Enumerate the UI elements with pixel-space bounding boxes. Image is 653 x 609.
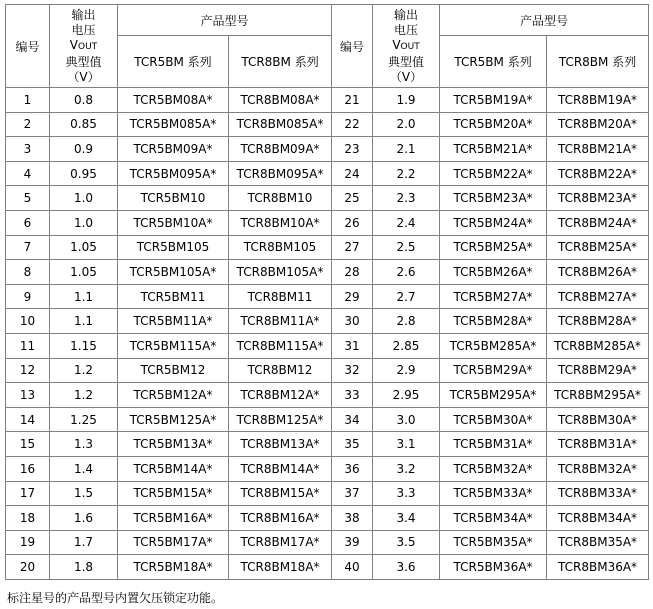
index-header-right: 编号 [332, 5, 373, 88]
tcr8bm-model-cell: TCR8BM32A* [547, 456, 649, 481]
tcr5bm-model-cell: TCR5BM11A* [118, 309, 229, 334]
row-number-cell: 27 [332, 235, 373, 260]
tcr8bm-model-cell: TCR8BM10 [229, 186, 332, 211]
tcr8bm-model-cell: TCR8BM21A* [547, 137, 649, 162]
vout-cell: 1.4 [50, 456, 118, 481]
table-row [6, 481, 649, 506]
vout-header-left [50, 5, 118, 88]
tcr8bm-model-cell: TCR8BM23A* [547, 186, 649, 211]
tcr5bm-model-cell: TCR5BM09A* [118, 137, 229, 162]
vout-cell: 3.1 [373, 432, 440, 457]
tcr5bm-model-cell: TCR5BM18A* [118, 555, 229, 580]
tcr5bm-model-cell: TCR5BM085A* [118, 112, 229, 137]
tcr5bm-model-cell: TCR5BM25A* [440, 235, 547, 260]
vout-cell: 2.2 [373, 161, 440, 186]
vout-header-v: V [69, 37, 79, 52]
row-number-cell: 36 [332, 456, 373, 481]
table-row [6, 456, 649, 481]
tcr5bm-model-cell: TCR5BM19A* [440, 88, 547, 113]
tcr5bm-model-cell: TCR5BM22A* [440, 161, 547, 186]
tcr5bm-model-cell: TCR5BM33A* [440, 481, 547, 506]
vout-cell: 1.1 [50, 284, 118, 309]
row-number-cell: 26 [332, 210, 373, 235]
tcr5bm-model-cell: TCR5BM29A* [440, 358, 547, 383]
tcr8bm-model-cell: TCR8BM31A* [547, 432, 649, 457]
table-row [6, 88, 649, 113]
row-number-cell: 4 [6, 161, 50, 186]
vout-cell: 2.5 [373, 235, 440, 260]
table-row [6, 137, 649, 162]
tcr5bm-model-cell: TCR5BM16A* [118, 506, 229, 531]
vout-cell: 0.95 [50, 161, 118, 186]
row-number-cell: 40 [332, 555, 373, 580]
tcr5bm-model-cell: TCR5BM28A* [440, 309, 547, 334]
tcr5bm-model-cell: TCR5BM24A* [440, 210, 547, 235]
table-row [6, 407, 649, 432]
table-row [6, 309, 649, 334]
row-number-cell: 16 [6, 456, 50, 481]
row-number-cell: 33 [332, 383, 373, 408]
tcr8bm-model-cell: TCR8BM16A* [229, 506, 332, 531]
table-row [6, 432, 649, 457]
tcr8bm-model-cell: TCR8BM33A* [547, 481, 649, 506]
row-number-cell: 34 [332, 407, 373, 432]
row-number-cell: 15 [6, 432, 50, 457]
vout-cell: 1.15 [50, 333, 118, 358]
tcr8bm-model-cell: TCR8BM18A* [229, 555, 332, 580]
tcr5bm-model-cell: TCR5BM14A* [118, 456, 229, 481]
vout-header-line2: 电压 [71, 22, 96, 37]
tcr8bm-model-cell: TCR8BM29A* [547, 358, 649, 383]
tcr8bm-model-cell: TCR8BM14A* [229, 456, 332, 481]
tcr8bm-model-cell: TCR8BM22A* [547, 161, 649, 186]
row-number-cell: 39 [332, 530, 373, 555]
row-number-cell: 11 [6, 333, 50, 358]
tcr8bm-model-cell: TCR8BM285A* [547, 333, 649, 358]
tcr8bm-model-cell: TCR8BM085A* [229, 112, 332, 137]
tcr8bm-model-cell: TCR8BM08A* [229, 88, 332, 113]
table-row [6, 112, 649, 137]
vout-header-line2: 电压 [394, 22, 419, 37]
vout-header-v: V [392, 37, 401, 52]
row-number-cell: 12 [6, 358, 50, 383]
row-number-cell: 31 [332, 333, 373, 358]
footnote: 标注星号的产品型号内置欠压锁定功能。 [7, 591, 224, 605]
tcr5bm-model-cell: TCR5BM115A* [118, 333, 229, 358]
row-number-cell: 7 [6, 235, 50, 260]
tcr8bm-model-cell: TCR8BM30A* [547, 407, 649, 432]
row-number-cell: 18 [6, 506, 50, 531]
row-number-cell: 9 [6, 284, 50, 309]
tcr5bm-model-cell: TCR5BM34A* [440, 506, 547, 531]
tcr5bm-model-cell: TCR5BM27A* [440, 284, 547, 309]
index-header-left: 编号 [6, 5, 50, 88]
tcr8bm-model-cell: TCR8BM26A* [547, 260, 649, 285]
vout-header-line4: 典型值 [65, 54, 102, 69]
tcr8bm-model-cell: TCR8BM295A* [547, 383, 649, 408]
row-number-cell: 35 [332, 432, 373, 457]
vout-cell: 3.3 [373, 481, 440, 506]
row-number-cell: 22 [332, 112, 373, 137]
vout-cell: 1.5 [50, 481, 118, 506]
row-number-cell: 37 [332, 481, 373, 506]
row-number-cell: 24 [332, 161, 373, 186]
tcr8bm-model-cell: TCR8BM11 [229, 284, 332, 309]
header-row-1 [6, 5, 649, 36]
tcr5bm-model-cell: TCR5BM36A* [440, 555, 547, 580]
tcr5bm-model-cell: TCR5BM10A* [118, 210, 229, 235]
vout-cell: 1.0 [50, 186, 118, 211]
table-row [6, 235, 649, 260]
row-number-cell: 6 [6, 210, 50, 235]
vout-cell: 3.5 [373, 530, 440, 555]
tcr5bm-model-cell: TCR5BM285A* [440, 333, 547, 358]
row-number-cell: 28 [332, 260, 373, 285]
vout-header-line1: 输出 [394, 7, 419, 22]
tcr8bm-model-cell: TCR8BM105 [229, 235, 332, 260]
tcr5bm-model-cell: TCR5BM13A* [118, 432, 229, 457]
vout-cell: 2.95 [373, 383, 440, 408]
tcr5bm-model-cell: TCR5BM08A* [118, 88, 229, 113]
vout-header-line1: 输出 [71, 7, 96, 22]
vout-cell: 1.25 [50, 407, 118, 432]
tcr5bm-model-cell: TCR5BM32A* [440, 456, 547, 481]
table-row [6, 284, 649, 309]
row-number-cell: 3 [6, 137, 50, 162]
vout-cell: 1.05 [50, 235, 118, 260]
row-number-cell: 25 [332, 186, 373, 211]
tcr5bm-model-cell: TCR5BM095A* [118, 161, 229, 186]
vout-cell: 3.0 [373, 407, 440, 432]
tcr5bm-model-cell: TCR5BM23A* [440, 186, 547, 211]
tcr8bm-model-cell: TCR8BM12A* [229, 383, 332, 408]
tcr8bm-model-cell: TCR8BM34A* [547, 506, 649, 531]
row-number-cell: 2 [6, 112, 50, 137]
vout-cell: 1.0 [50, 210, 118, 235]
vout-cell: 0.85 [50, 112, 118, 137]
vout-cell: 1.9 [373, 88, 440, 113]
row-number-cell: 20 [6, 555, 50, 580]
table-row [6, 383, 649, 408]
table-row [6, 358, 649, 383]
series-a-header-right: TCR5BM 系列 [440, 36, 547, 88]
tcr8bm-model-cell: TCR8BM20A* [547, 112, 649, 137]
tcr5bm-model-cell: TCR5BM20A* [440, 112, 547, 137]
product-table [5, 4, 649, 580]
row-number-cell: 10 [6, 309, 50, 334]
vout-header-line5: （V） [67, 69, 100, 84]
tcr5bm-model-cell: TCR5BM12 [118, 358, 229, 383]
tcr8bm-model-cell: TCR8BM095A* [229, 161, 332, 186]
tcr5bm-model-cell: TCR5BM10 [118, 186, 229, 211]
vout-header-line4: 典型值 [388, 54, 425, 69]
vout-cell: 1.05 [50, 260, 118, 285]
tcr8bm-model-cell: TCR8BM25A* [547, 235, 649, 260]
tcr5bm-model-cell: TCR5BM30A* [440, 407, 547, 432]
row-number-cell: 29 [332, 284, 373, 309]
tcr5bm-model-cell: TCR5BM105 [118, 235, 229, 260]
tcr5bm-model-cell: TCR5BM26A* [440, 260, 547, 285]
vout-cell: 3.2 [373, 456, 440, 481]
vout-cell: 2.85 [373, 333, 440, 358]
tcr8bm-model-cell: TCR8BM19A* [547, 88, 649, 113]
row-number-cell: 21 [332, 88, 373, 113]
series-b-header-right: TCR8BM 系列 [547, 36, 649, 88]
tcr8bm-model-cell: TCR8BM13A* [229, 432, 332, 457]
vout-cell: 0.8 [50, 88, 118, 113]
tcr8bm-model-cell: TCR8BM27A* [547, 284, 649, 309]
vout-cell: 1.2 [50, 383, 118, 408]
row-number-cell: 19 [6, 530, 50, 555]
row-number-cell: 13 [6, 383, 50, 408]
tcr8bm-model-cell: TCR8BM10A* [229, 210, 332, 235]
table-row [6, 161, 649, 186]
tcr5bm-model-cell: TCR5BM17A* [118, 530, 229, 555]
row-number-cell: 1 [6, 88, 50, 113]
vout-cell: 2.4 [373, 210, 440, 235]
row-number-cell: 8 [6, 260, 50, 285]
table-row [6, 506, 649, 531]
tcr8bm-model-cell: TCR8BM35A* [547, 530, 649, 555]
tcr8bm-model-cell: TCR8BM28A* [547, 309, 649, 334]
tcr5bm-model-cell: TCR5BM11 [118, 284, 229, 309]
tcr5bm-model-cell: TCR5BM31A* [440, 432, 547, 457]
vout-cell: 2.3 [373, 186, 440, 211]
vout-cell: 2.1 [373, 137, 440, 162]
vout-cell: 3.6 [373, 555, 440, 580]
vout-header-line5: （V） [389, 69, 423, 84]
row-number-cell: 32 [332, 358, 373, 383]
row-number-cell: 17 [6, 481, 50, 506]
series-a-header-left: TCR5BM 系列 [118, 36, 229, 88]
tcr8bm-model-cell: TCR8BM115A* [229, 333, 332, 358]
tcr5bm-model-cell: TCR5BM105A* [118, 260, 229, 285]
row-number-cell: 14 [6, 407, 50, 432]
vout-header-v-sub: OUT [78, 41, 98, 52]
tcr5bm-model-cell: TCR5BM35A* [440, 530, 547, 555]
tcr8bm-model-cell: TCR8BM105A* [229, 260, 332, 285]
tcr8bm-model-cell: TCR8BM11A* [229, 309, 332, 334]
tcr8bm-model-cell: TCR8BM24A* [547, 210, 649, 235]
row-number-cell: 23 [332, 137, 373, 162]
tcr8bm-model-cell: TCR8BM36A* [547, 555, 649, 580]
product-group-header-right: 产品型号 [440, 5, 649, 36]
table-row [6, 210, 649, 235]
tcr5bm-model-cell: TCR5BM21A* [440, 137, 547, 162]
vout-header-v-sub: OUT [400, 41, 420, 52]
tcr5bm-model-cell: TCR5BM295A* [440, 383, 547, 408]
tcr5bm-model-cell: TCR5BM125A* [118, 407, 229, 432]
vout-header-right [373, 5, 440, 88]
vout-cell: 1.2 [50, 358, 118, 383]
table-row [6, 186, 649, 211]
row-number-cell: 38 [332, 506, 373, 531]
table-row [6, 530, 649, 555]
table-row [6, 555, 649, 580]
product-group-header-left: 产品型号 [118, 5, 332, 36]
tcr5bm-model-cell: TCR5BM15A* [118, 481, 229, 506]
tcr8bm-model-cell: TCR8BM125A* [229, 407, 332, 432]
table-row [6, 333, 649, 358]
vout-cell: 1.6 [50, 506, 118, 531]
row-number-cell: 5 [6, 186, 50, 211]
tcr8bm-model-cell: TCR8BM12 [229, 358, 332, 383]
vout-cell: 0.9 [50, 137, 118, 162]
vout-cell: 2.9 [373, 358, 440, 383]
tcr8bm-model-cell: TCR8BM09A* [229, 137, 332, 162]
tcr8bm-model-cell: TCR8BM17A* [229, 530, 332, 555]
tcr8bm-model-cell: TCR8BM15A* [229, 481, 332, 506]
row-number-cell: 30 [332, 309, 373, 334]
table-body [6, 88, 649, 580]
vout-cell: 1.1 [50, 309, 118, 334]
table-row [6, 260, 649, 285]
series-b-header-left: TCR8BM 系列 [229, 36, 332, 88]
vout-cell: 3.4 [373, 506, 440, 531]
vout-cell: 2.7 [373, 284, 440, 309]
vout-cell: 1.8 [50, 555, 118, 580]
vout-cell: 2.8 [373, 309, 440, 334]
tcr5bm-model-cell: TCR5BM12A* [118, 383, 229, 408]
vout-cell: 2.6 [373, 260, 440, 285]
vout-cell: 1.7 [50, 530, 118, 555]
vout-cell: 1.3 [50, 432, 118, 457]
vout-cell: 2.0 [373, 112, 440, 137]
